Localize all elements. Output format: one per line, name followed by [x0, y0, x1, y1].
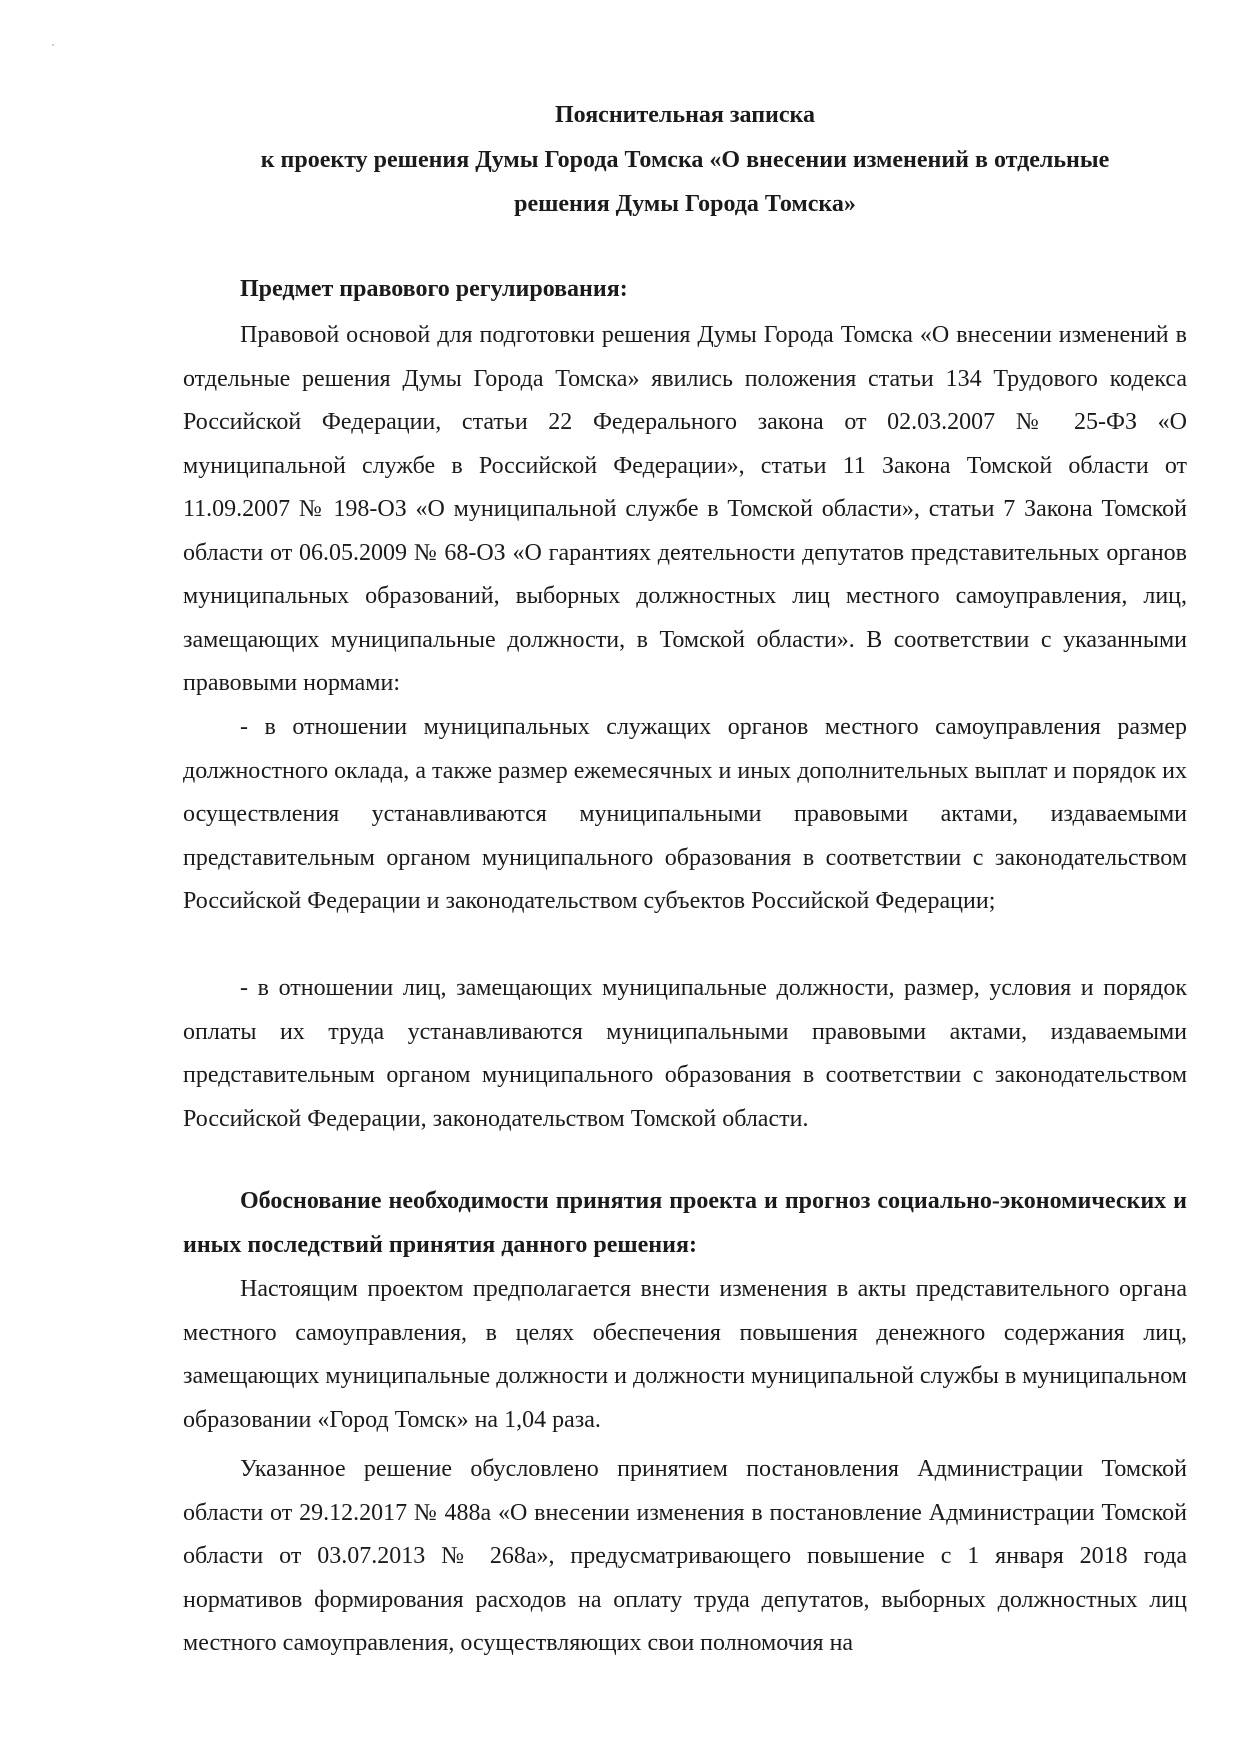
paragraph-project-purpose: Настоящим проектом предполагается внести изменения в акты представительного органа местного самоуправления, в целях обеспечения повышения денежного содержания лиц, замещающих муниципальные должности и должности муниципальной службы в муниципальном образовании «Город Томск» на 1,04 раза. [183, 1276, 1187, 1433]
paragraph-legal-basis: Правовой основой для подготовки решения Думы Города Томска «О внесении изменений в отдельные решения Думы Города Томска» явились положения статьи 134 Трудового кодекса Российской Федерации, статьи 22 Федерального закона от 02.03.2007 № 25-ФЗ «О муниципальной службе в Российской Федерации», статьи 11 Закона Томской области от 11.09.2007 № 198-ОЗ «О муниципальной службе в Томской области», статьи 7 Закона Томской области от 06.05.2009 № 68-ОЗ «О гарантиях деятельности депутатов представительных органов муниципальных образований, выборных должностных лиц местного самоуправления, лиц, замещающих муниципальные должности, в Томской области». В соответствии с указанными правовыми нормами: [183, 322, 1187, 696]
section-heading-legal-regulation: Предмет правового регулирования: [240, 276, 628, 302]
document-subtitle-line-2: решения Думы Города Томска» [514, 191, 856, 217]
document-title: Пояснительная записка [554, 102, 815, 128]
scan-speck [52, 44, 54, 46]
document-subtitle-line-1: к проекту решения Думы Города Томска «О внесении изменений в отдельные [260, 147, 1110, 173]
paragraph-municipal-positions: - в отношении лиц, замещающих муниципальные должности, размер, условия и порядок оплаты их труда устанавливаются муниципальными правовыми актами, издаваемыми представительным органом муниципального образования в соответствии с законодательством Российской Федерации, законодательством Томской области. [183, 975, 1187, 1132]
paragraph-municipal-employees: - в отношении муниципальных служащих органов местного самоуправления размер должностного оклада, а также размер ежемесячных и иных дополнительных выплат и порядок их осуществления устанавливаются муниципальными правовыми актами, издаваемыми представительным органом муниципального образования в соответствии с законодательством Российской Федерации и законодательством субъектов Российской Федерации; [183, 714, 1187, 914]
section-heading-justification: Обоснование необходимости принятия проекта и прогноз социально-экономических и иных последствий принятия данного решения: [183, 1188, 1187, 1258]
paragraph-decision-reason: Указанное решение обусловлено принятием постановления Администрации Томской области от 29.12.2017 № 488а «О внесении изменения в постановление Администрации Томской области от 03.07.2013 № 268а», предусматривающего повышение с 1 января 2018 года нормативов формирования расходов на оплату труда депутатов, выборных должностных лиц местного самоуправления, осуществляющих свои полномочия на [183, 1456, 1187, 1656]
